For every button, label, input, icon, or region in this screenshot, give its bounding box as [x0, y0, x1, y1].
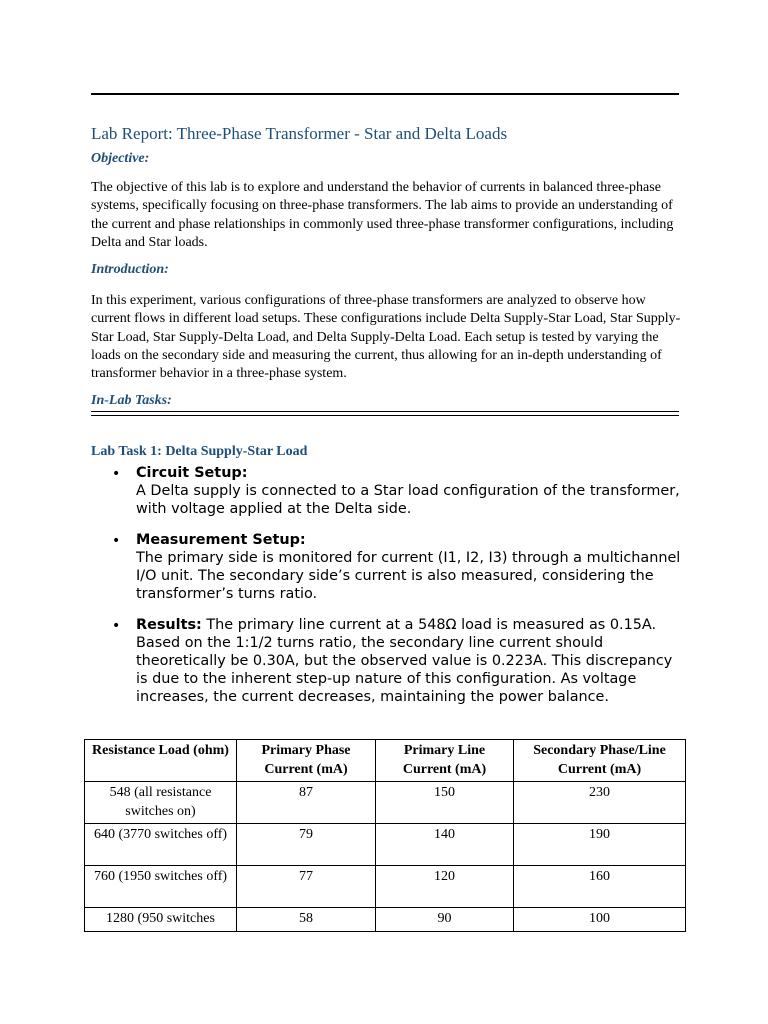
table-cell: 79 — [237, 824, 376, 866]
table-row — [85, 782, 686, 824]
table-cell: 760 (1950 switches off) — [85, 866, 237, 908]
bullet-dot: • — [112, 533, 121, 549]
objective-paragraph: The objective of this lab is to explore and understand the behavior of currents in balanced three-phase systems, specifically focusing on three-phase transformers. The lab aims to provide an understanding of the current and phase relationships in commonly used three-phase transformer configurations, including Delta and Star loads. — [91, 180, 674, 250]
lab-task-1-heading: Lab Task 1: Delta Supply-Star Load — [91, 444, 308, 459]
introduction-paragraph: In this experiment, various configurations of three-phase transformers are analyzed to observe how current flows in different load setups. These configurations include Delta Supply-Star Load, Star Supply-Star Load, Star Supply-Delta Load, and Delta Supply-Delta Load. Each setup is tested by varying the loads on the secondary side and measuring the current, thus allowing for an in-depth understanding of transformer behavior in a three-phase system. — [91, 293, 681, 382]
table-header-row — [85, 740, 686, 782]
header-primary-phase-current: Primary Phase Current (mA) — [237, 740, 376, 782]
table-cell: 230 — [514, 782, 686, 824]
table-cell: 90 — [376, 908, 514, 932]
results-label: Results: — [136, 617, 202, 633]
table-cell: 87 — [237, 782, 376, 824]
table-row — [85, 866, 686, 908]
results-item — [136, 616, 681, 706]
table-cell: 160 — [514, 866, 686, 908]
bullet-dot: • — [112, 466, 121, 482]
introduction-heading: Introduction: — [91, 262, 169, 277]
header-secondary-current: Secondary Phase/Line Current (mA) — [514, 740, 686, 782]
results-table — [84, 739, 686, 932]
header-resistance-load: Resistance Load (ohm) — [85, 740, 237, 782]
table-cell: 77 — [237, 866, 376, 908]
measurement-setup-label: Measurement Setup: — [136, 532, 306, 548]
table-cell: 1280 (950 switches — [85, 908, 237, 932]
table-row — [85, 908, 686, 932]
double-rule — [91, 411, 679, 416]
table-cell: 190 — [514, 824, 686, 866]
in-lab-tasks-heading: In-Lab Tasks: — [91, 393, 172, 408]
table-cell: 640 (3770 switches off) — [85, 824, 237, 866]
bullet-dot: • — [112, 618, 121, 634]
measurement-setup-item — [136, 531, 681, 603]
header-primary-line-current: Primary Line Current (mA) — [376, 740, 514, 782]
top-rule — [91, 93, 679, 95]
table-cell: 58 — [237, 908, 376, 932]
table-cell: 140 — [376, 824, 514, 866]
results-text: The primary line current at a 548Ω load is measured as 0.15A. Based on the 1:1/2 turns ratio, the secondary line current should theoretically be 0.30A, but the observed value is 0.223A. This discrepancy is due to the inherent step-up nature of this configuration. As voltage increases, the current decreases, maintaining the power balance. — [136, 617, 673, 706]
circuit-setup-label: Circuit Setup: — [136, 465, 248, 481]
objective-heading: Objective: — [91, 151, 150, 166]
table-cell: 150 — [376, 782, 514, 824]
measurement-setup-text: The primary side is monitored for current (I1, I2, I3) through a multichannel I/O unit. The secondary side’s current is also measured, considering the transformer’s turns ratio. — [136, 550, 681, 603]
circuit-setup-item — [136, 464, 681, 518]
table-cell: 548 (all resistance switches on) — [85, 782, 237, 824]
table-row — [85, 824, 686, 866]
circuit-setup-text: A Delta supply is connected to a Star load configuration of the transformer, with voltage applied at the Delta side. — [136, 483, 680, 518]
table-cell: 120 — [376, 866, 514, 908]
table-cell: 100 — [514, 908, 686, 932]
document-title: Lab Report: Three-Phase Transformer - Star and Delta Loads — [91, 124, 508, 143]
